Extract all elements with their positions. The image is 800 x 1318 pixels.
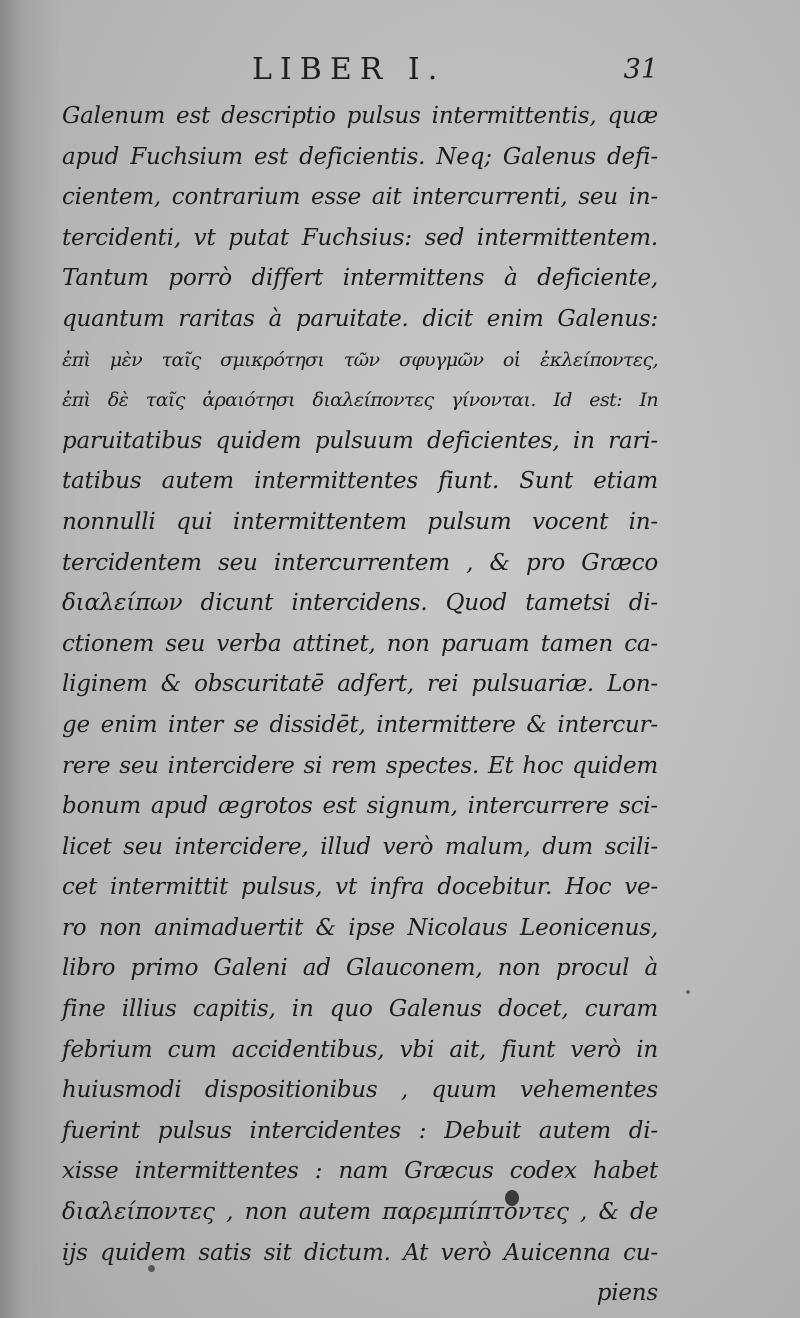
catchword: piens: [596, 1280, 658, 1307]
text-line: διαλείποντες , non autem παρεμπίπτοντες , & de: [62, 1199, 658, 1226]
text-line: liginem & obscuritatē adfert, rei pulsuariæ. Lon-: [62, 671, 658, 698]
text-line: libro primo Galeni ad Glauconem, non procul à: [62, 955, 658, 982]
text-line: ge enim inter se dissidēt, intermittere & intercur-: [62, 711, 658, 738]
page-number: 31: [623, 54, 658, 85]
running-title: LIBER I.: [252, 52, 446, 87]
text-line: xisse intermittentes : nam Græcus codex habet: [62, 1158, 658, 1185]
text-line: ctionem seu verba attinet, non paruam tamen ca-: [62, 630, 658, 657]
text-line: ijs quidem satis sit dictum. At verò Auicenna cu-: [62, 1239, 658, 1266]
greek-text-line: ἐπὶ δὲ ταῖς ἀραιότησι διαλείποντες γίνονται. Id est: In: [62, 389, 658, 412]
text-line: rere seu intercidere si rem spectes. Et hoc quidem: [62, 752, 658, 779]
text-line: ro non animaduertit & ipse Nicolaus Leonicenus,: [62, 914, 658, 941]
text-line: cientem, contrarium esse ait intercurrenti, seu in-: [62, 184, 658, 211]
text-line: Tantum porrò differt intermittens à deficiente,: [62, 265, 658, 292]
text-line: paruitatibus quidem pulsuum deficientes, in rari-: [62, 427, 658, 454]
text-line: apud Fuchsium est deficientis. Neq; Galenus defi-: [62, 143, 658, 170]
text-line: tercidentem seu intercurrentem , & pro Græco: [62, 549, 658, 576]
text-line: quantum raritas à paruitate. dicit enim Galenus:: [62, 305, 658, 332]
ink-spot: [686, 990, 690, 994]
text-line: cet intermittit pulsus, vt infra docebitur. Hoc ve-: [62, 874, 658, 901]
text-line: nonnulli qui intermittentem pulsum vocent in-: [62, 508, 658, 535]
page-gutter-shadow: [0, 0, 60, 1318]
text-line: fine illius capitis, in quo Galenus docet, curam: [62, 996, 658, 1023]
page-header: [62, 52, 662, 92]
text-line: Galenum est descriptio pulsus intermittentis, quæ: [62, 103, 658, 129]
text-line: tercidenti, vt putat Fuchsius: sed intermittentem.: [62, 224, 658, 251]
text-line: huiusmodi dispositionibus , quum vehementes: [62, 1077, 658, 1104]
body-text: [62, 96, 658, 1314]
text-line: tatibus autem intermittentes fiunt. Sunt etiam: [62, 468, 658, 495]
text-line: fuerint pulsus intercidentes : Debuit autem di-: [62, 1117, 658, 1144]
text-line: διαλείπων dicunt intercidens. Quod tametsi di-: [62, 590, 658, 617]
greek-text-line: ἐπὶ μὲν ταῖς σμικρότησι τῶν σφυγμῶν οἱ ἐκλείποντες,: [62, 348, 658, 371]
text-line: bonum apud ægrotos est signum, intercurrere sci-: [62, 793, 658, 820]
text-line: febrium cum accidentibus, vbi ait, fiunt verò in: [62, 1036, 658, 1063]
text-line: licet seu intercidere, illud verò malum, dum scili-: [62, 833, 658, 860]
